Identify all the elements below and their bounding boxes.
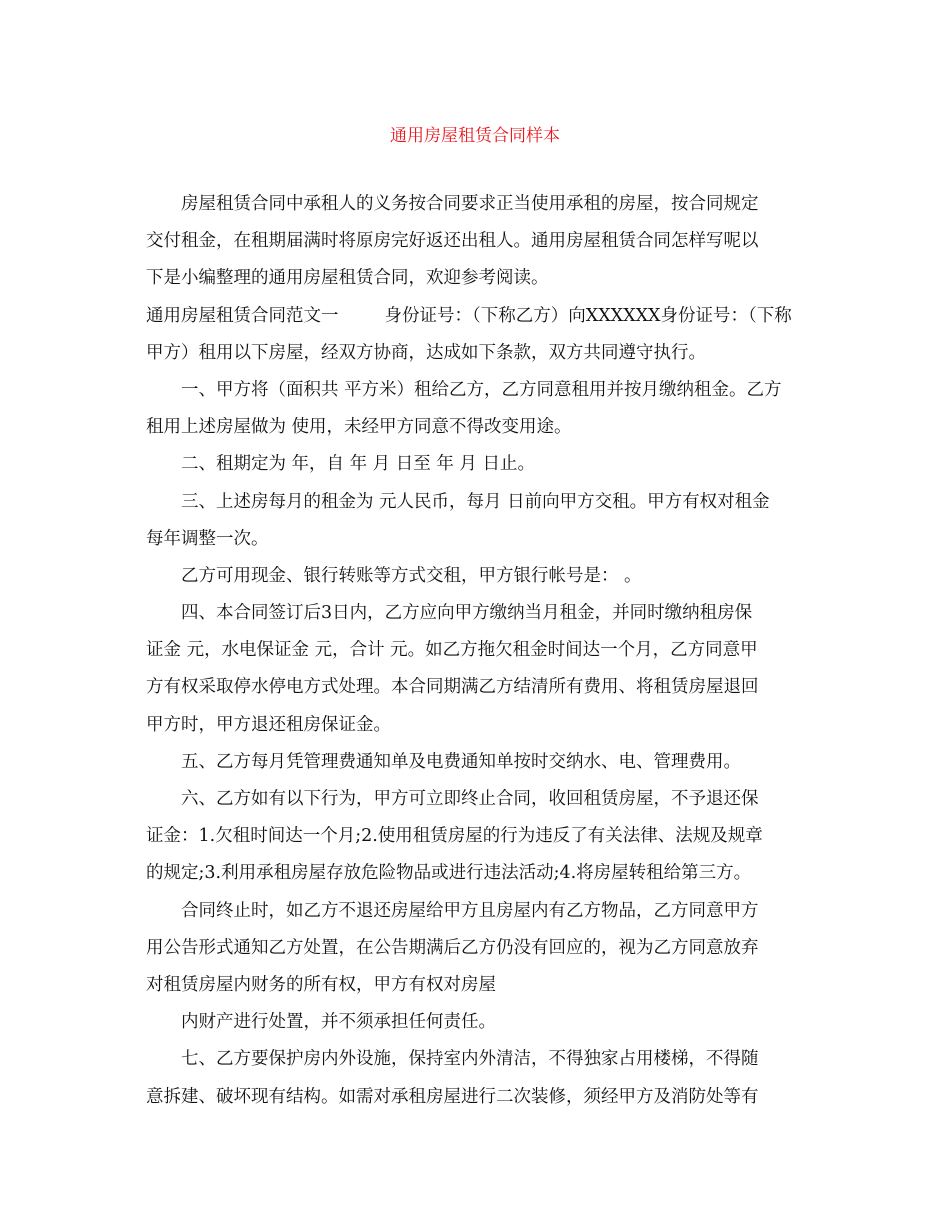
line-text-tail: 身份证号：（下称乙方）向XXXXXX身份证号：（下称 (384, 305, 792, 326)
line-text: 甲方时，甲方退还租房保证金。 (146, 714, 391, 735)
document-line (146, 260, 806, 297)
line-text: 用公告形式通知乙方处置，在公告期满后乙方仍没有回应的，视为乙方同意放弃 (146, 937, 759, 958)
line-text: 内财产进行处置，并不须承担任何责任。 (181, 1012, 496, 1033)
document-line (146, 409, 806, 446)
document-line (146, 744, 806, 781)
document-line (146, 186, 806, 223)
line-text: 下是小编整理的通用房屋租赁合同，欢迎参考阅读。 (146, 268, 549, 289)
document-line (146, 930, 806, 967)
document-line (146, 446, 806, 483)
document-line (146, 781, 806, 818)
line-text: 每年调整一次。 (146, 528, 269, 549)
document-title: 通用房屋租赁合同样本 (390, 126, 560, 146)
line-text: 对租赁房屋内财务的所有权，甲方有权对房屋 (146, 974, 496, 995)
document-line (146, 967, 806, 1004)
line-text: 房屋租赁合同中承租人的义务按合同要求正当使用承租的房屋，按合同规定 (181, 194, 759, 214)
document-line (146, 558, 806, 595)
document-line (146, 484, 806, 521)
document-line (146, 595, 806, 632)
line-text: 意拆建、破坏现有结构。如需对承租房屋进行二次装修，须经甲方及消防处等有 (146, 1086, 759, 1107)
document-line (146, 335, 806, 372)
line-text: 通用房屋租赁合同范文一 (146, 305, 339, 326)
document-line (146, 521, 806, 558)
line-text: 一、甲方将（面积共 平方米）租给乙方，乙方同意租用并按月缴纳租金。乙方 (181, 379, 782, 400)
line-text: 租用上述房屋做为 使用，未经甲方同意不得改变用途。 (146, 417, 572, 438)
document-line (146, 223, 806, 260)
line-text: 方有权采取停水停电方式处理。本合同期满乙方结清所有费用、将租赁房屋退回 (146, 677, 759, 698)
document-line (146, 893, 806, 930)
document-line (146, 1079, 806, 1116)
line-text: 交付租金，在租期届满时将原房完好返还出租人。通用房屋租赁合同怎样写呢以 (146, 231, 759, 252)
document-line (146, 1041, 806, 1078)
line-text: 的规定;3.利用承租房屋存放危险物品或进行违法活动;4.将房屋转租给第三方。 (146, 863, 752, 884)
document-body (146, 186, 806, 1116)
line-text: 六、乙方如有以下行为，甲方可立即终止合同，收回租赁房屋，不予退还保 (181, 789, 759, 809)
document-line (146, 372, 806, 409)
document-line (146, 855, 806, 892)
document-line (146, 298, 806, 335)
line-text: 甲方）租用以下房屋，经双方协商，达成如下条款，双方共同遵守执行。 (146, 342, 706, 363)
line-text: 七、乙方要保护房内外设施，保持室内外清洁，不得独家占用楼梯，不得随 (181, 1049, 759, 1070)
document-line (146, 1004, 806, 1041)
line-text: 五、乙方每月凭管理费通知单及电费通知单按时交纳水、电、管理费用。 (181, 751, 741, 772)
document-line (146, 632, 806, 669)
line-text: 三、上述房每月的租金为 元人民币，每月 日前向甲方交租。甲方有权对租金 (181, 491, 770, 512)
document-line (146, 669, 806, 706)
line-text: 合同终止时，如乙方不退还房屋给甲方且房屋内有乙方物品，乙方同意甲方 (181, 900, 759, 921)
line-text: 证金：1.欠租时间达一个月;2.使用租赁房屋的行为违反了有关法律、法规及规章 (146, 826, 763, 847)
line-text: 乙方可用现金、银行转账等方式交租，甲方银行帐号是： 。 (181, 565, 642, 586)
line-text: 二、租期定为 年，自 年 月 日至 年 月 日止。 (181, 454, 535, 475)
line-text: 四、本合同签订后3日内，乙方应向甲方缴纳当月租金，并同时缴纳租房保 (181, 603, 753, 624)
document-line (146, 707, 806, 744)
line-text: 证金 元，水电保证金 元，合计 元。如乙方拖欠租金时间达一个月，乙方同意甲 (146, 640, 758, 661)
document-line (146, 818, 806, 855)
